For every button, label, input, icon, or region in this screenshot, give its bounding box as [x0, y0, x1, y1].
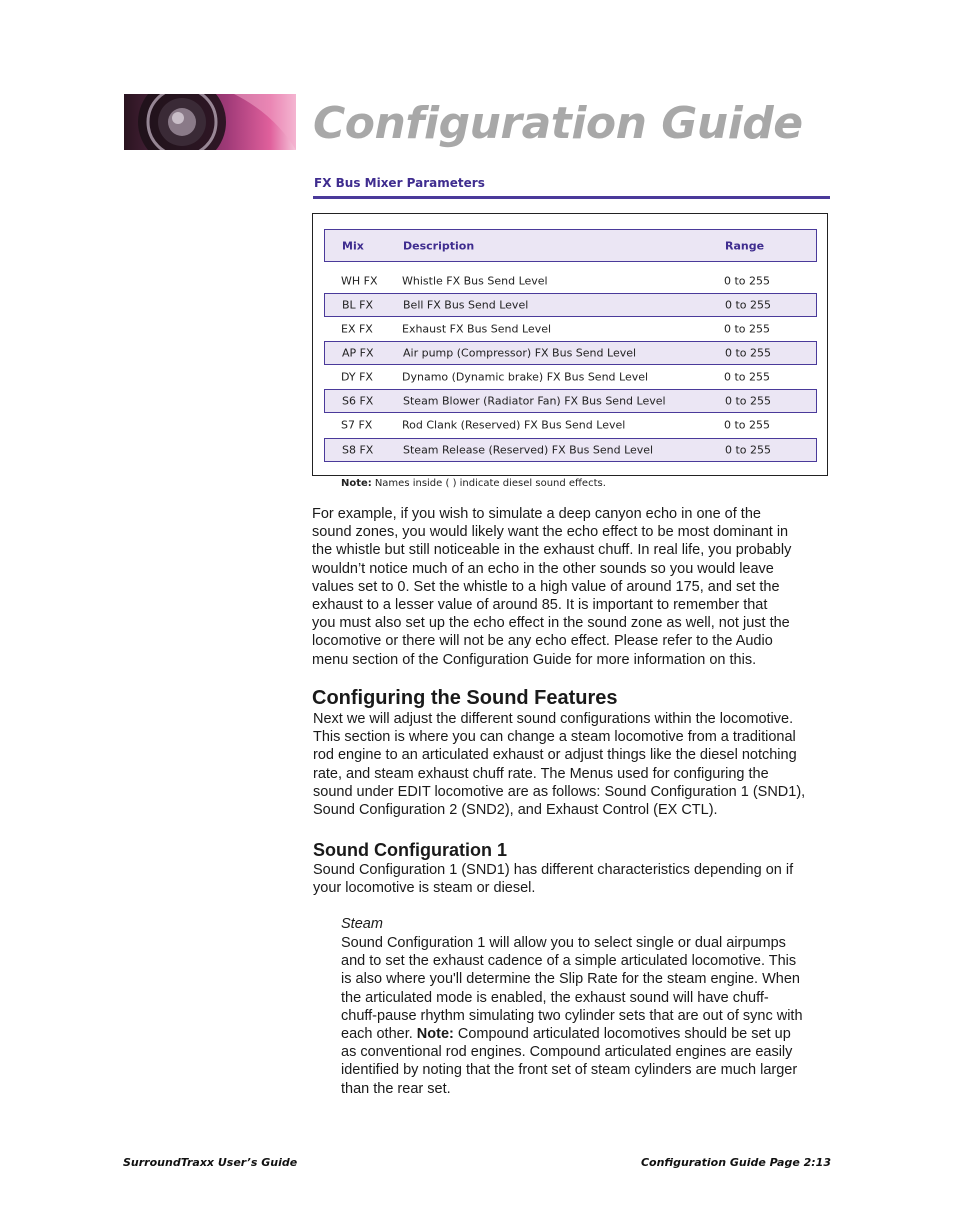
table-row [324, 389, 817, 413]
table-row [324, 269, 817, 293]
cell-description: Steam Release (Reserved) FX Bus Send Level [403, 443, 654, 457]
text-line: identified by noting that the front set of steam cylinders are much larger [341, 1062, 798, 1079]
text-line: Compound articulated locomotives should be set up [453, 1026, 791, 1043]
table-row [324, 293, 817, 317]
footer-right: Configuration Guide Page 2:13 [640, 1156, 831, 1169]
table-row [324, 341, 817, 365]
steam-paragraph [341, 934, 803, 1098]
cell-mix: DY FX [341, 370, 373, 384]
page-title: Configuration Guide [313, 98, 803, 149]
cell-range: 0 to 255 [725, 346, 772, 360]
heading-sound-features: Configuring the Sound Features [312, 687, 618, 709]
table-row [324, 365, 817, 389]
text-line: rod engine to an articulated exhaust or adjust things like the diesel notching [313, 747, 797, 764]
text-line: as conventional rod engines. Compound articulated engines are easily [341, 1044, 793, 1061]
sound-features-paragraph [313, 710, 805, 819]
cell-range: 0 to 255 [724, 274, 771, 288]
text-line: and to set the exhaust cadence of a simple articulated locomotive. This [341, 953, 797, 970]
table-note-text: Names inside ( ) indicate diesel sound effects. [374, 478, 606, 489]
text-line: menu section of the Configuration Guide for more information on this. [312, 651, 757, 668]
text-line: values set to 0. Set the whistle to a high value of around 175, and set the [312, 578, 780, 595]
cell-description: Dynamo (Dynamic brake) FX Bus Send Level [402, 370, 649, 384]
cell-range: 0 to 255 [725, 394, 772, 408]
text-line: rate, and steam exhaust chuff rate. The Menus used for configuring the [313, 765, 769, 782]
text-line: sound zones, you would likely want the echo effect to be most dominant in [312, 524, 789, 541]
text-line: the whistle but still noticeable in the exhaust chuff. In real life, you probably [312, 542, 792, 559]
heading-sound-config-1: Sound Configuration 1 [313, 840, 507, 860]
text-line: wouldn’t notice much of an echo in the other sounds so you would leave [312, 560, 774, 577]
text-line: Sound Configuration 2 (SND2), and Exhaust Control (EX CTL). [313, 802, 718, 819]
cell-description: Rod Clank (Reserved) FX Bus Send Level [402, 418, 626, 432]
cell-range: 0 to 255 [724, 418, 771, 432]
table-row [324, 317, 817, 341]
cell-mix: BL FX [342, 298, 374, 312]
table-row [324, 413, 817, 437]
text-line: than the rear set. [341, 1080, 451, 1097]
footer-left: SurroundTraxx User’s Guide [123, 1156, 298, 1169]
text-line: the articulated mode is enabled, the exhaust sound will have chuff- [341, 989, 769, 1006]
text-line: is also where you'll determine the Slip Rate for the steam engine. When [341, 971, 800, 988]
header-speaker-image [124, 94, 296, 150]
cell-range: 0 to 255 [724, 322, 771, 336]
cell-description: Whistle FX Bus Send Level [402, 274, 548, 288]
text-line: Sound Configuration 1 will allow you to select single or dual airpumps [341, 935, 786, 951]
text-line: Next we will adjust the different sound configurations within the locomotive. [313, 711, 794, 727]
column-header-range: Range [725, 239, 765, 252]
text-line: your locomotive is steam or diesel. [313, 880, 536, 897]
subheading-steam: Steam [341, 916, 383, 932]
cell-mix: WH FX [341, 274, 378, 288]
steam-note-label: Note: [416, 1026, 454, 1043]
intro-paragraph [312, 505, 791, 669]
text-line: sound under EDIT locomotive are as follows: Sound Configuration 1 (SND1), [313, 783, 806, 800]
table-note [341, 478, 606, 489]
column-header-mix: Mix [342, 239, 364, 252]
text-line: locomotive or there will not be any echo effect. Please refer to the Audio [312, 633, 773, 650]
cell-description: Air pump (Compressor) FX Bus Send Level [403, 346, 637, 360]
caption-rule [313, 196, 830, 199]
text-line: For example, if you wish to simulate a deep canyon echo in one of the [312, 506, 761, 522]
column-header-description: Description [403, 239, 475, 252]
cell-mix: S7 FX [341, 418, 373, 432]
text-line: each other. [341, 1026, 417, 1043]
fx-bus-mixer-table [312, 213, 828, 476]
text-line: exhaust to a lesser value of around 85. It is important to remember that [312, 597, 768, 614]
table-note-label: Note: [341, 478, 372, 489]
cell-range: 0 to 255 [724, 370, 771, 384]
speaker-graphic [124, 94, 296, 150]
text-line: you must also set up the echo effect in the sound zone as well, not just the [312, 615, 790, 632]
cell-mix: EX FX [341, 322, 373, 336]
cell-description: Exhaust FX Bus Send Level [402, 322, 552, 336]
text-line: Sound Configuration 1 (SND1) has different characteristics depending on if [313, 862, 794, 878]
cell-mix: S8 FX [342, 443, 374, 457]
table-header-row [324, 229, 817, 262]
sound-config-1-paragraph [313, 861, 793, 897]
cell-description: Steam Blower (Radiator Fan) FX Bus Send Level [403, 394, 666, 408]
cell-description: Bell FX Bus Send Level [403, 298, 529, 312]
text-line: chuff-pause rhythm simulating two cylinder sets that are out of sync with [341, 1007, 803, 1024]
table-row [324, 438, 817, 462]
table-caption: FX Bus Mixer Parameters [314, 176, 485, 190]
cell-mix: AP FX [342, 346, 374, 360]
text-line: This section is where you can change a steam locomotive from a traditional [313, 729, 796, 746]
cell-mix: S6 FX [342, 394, 374, 408]
cell-range: 0 to 255 [725, 298, 772, 312]
cell-range: 0 to 255 [725, 443, 772, 457]
